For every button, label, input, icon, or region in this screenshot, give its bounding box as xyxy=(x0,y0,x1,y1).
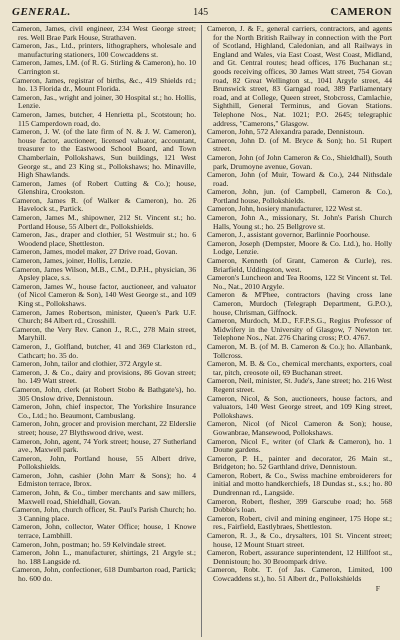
directory-entry: Cameron, Nicol (of Nicol Cameron & Son); house, Gowanbrae, Mansewood, Pollokshaws. xyxy=(207,419,392,437)
directory-entry: Cameron, John L., manufacturer, shirtings, 21 Argyle st.; ho. 188 Langside rd. xyxy=(12,548,196,566)
directory-entry: Cameron, P. H., painter and decorator, 26 Main st., Bridgeton; ho. 52 Garthland drive, Dennistoun. xyxy=(207,453,392,472)
directory-entry: Cameron, James W., house factor, auctioneer, and valuator (of Nicol Cameron & Son), 140 West George st., and 109 King st., Pollokshaws. xyxy=(12,281,196,308)
right-column xyxy=(202,25,392,637)
directory-entry: Cameron & M'Phee, contractors (having cross lane Cameron, Murdoch (Telegraph Department, G.P.O.), house, Chrisman, Giffnock. xyxy=(207,290,392,317)
directory-entry: Cameron, James (of Robert Cutting & Co.); house, Glenshira, Crookston. xyxy=(12,178,196,197)
directory-entry: Cameron, John (of John Cameron & Co., Shieldhall), South park, Drumoyne avenue, Govan. xyxy=(207,152,392,171)
left-column xyxy=(12,25,202,637)
directory-entry: Cameron, James Wilson, M.B., C.M., D.P.H., physician, 36 Apsley place, s.s. xyxy=(12,264,196,283)
directory-entry: Cameron, John, postman; ho. 59 Kelvindale street. xyxy=(12,539,166,549)
directory-entry: Cameron, James M., shipowner, 212 St. Vincent st.; ho. Portland House, 55 Albert dr., Pollokshields. xyxy=(12,213,196,231)
directory-entry: Cameron, John D. (of M. Bryce & Son); ho. 51 Rupert street. xyxy=(207,135,392,154)
signature-mark: F xyxy=(375,583,380,593)
directory-entry: Cameron, J. W. (of the late firm of N. & J. W. Cameron), house factor, auctioneer, licensed valuator, accountant, treasurer to the Eastwood School Board, and Town Chamberlain, Pollokshaws, Sun buildings, 121 West George st., and 23 King st., Pollokshaws; ho. Minaville, High Shawlands. xyxy=(12,127,196,180)
directory-entry: Cameron, R. J., & Co., drysalters, 101 St. Vincent street; house, 12 Mount Stuart street. xyxy=(207,531,392,549)
directory-entry: Cameron, John, collector, Water Office; house, 1 Knowe terrace, Lambhill. xyxy=(12,522,196,541)
entry-columns xyxy=(12,25,392,637)
directory-entry: Cameron, John, hosiery manufacturer, 122 West st. xyxy=(207,204,363,214)
directory-entry: Cameron, M. B. & Co., chemical merchants, exporters, coal tar, pitch, creosote oil, 69 Buchanan street. xyxy=(207,359,392,377)
directory-entry: Cameron, J., assistant governor, Barlinnie Poorhouse. xyxy=(207,230,370,240)
directory-entry: Cameron, James, LM. (of R. G. Stirling & Cameron), ho. 10 Carrington st. xyxy=(12,58,196,76)
directory-entry: Cameron, John, church officer, St. Paul's Parish Church; ho. 3 Canning place. xyxy=(12,505,196,523)
directory-entry: Cameron, James Robertson, minister, Queen's Park U.F. Church; 84 Albert rd., Crosshill. xyxy=(12,307,196,326)
directory-entry: Cameron, James, model maker, 27 Drive road, Govan. xyxy=(12,247,178,257)
directory-entry: Cameron, John, Portland house, 55 Albert drive, Pollokshields. xyxy=(12,453,196,472)
directory-entry: Cameron, John, clerk (at Robert Stobo & Bathgate's), ho. 305 Onslow drive, Dennistoun. xyxy=(12,384,196,403)
directory-entry: Cameron, John A., missionary, St. John's Parish Church Halls, Young st.; ho. 25 Bellgrove st. xyxy=(207,213,392,231)
directory-entry: Cameron, Robt. T. (of Jas. Cameron, Limited, 100 Cowcaddens st.), ho. 51 Albert dr., Pollokshields xyxy=(207,565,392,583)
directory-entry: Cameron, John, confectioner, 618 Dumbarton road, Partick; ho. 600 do. xyxy=(12,565,196,583)
directory-entry: Cameron's Luncheon and Tea Rooms, 122 St Vincent st. Tel. No., Nat., 2010 Argyle. xyxy=(207,273,392,291)
directory-entry: Cameron, John (of Muir, Toward & Co.), 244 Nithsdale road. xyxy=(207,170,392,188)
directory-entry: Cameron, Jas., Ltd., printers, lithographers, wholesale and manufacturing stationers, 100 Cowcaddens st. xyxy=(12,41,196,59)
page-number: 145 xyxy=(193,7,209,18)
directory-entry: Cameron, Robert, civil and mining engineer, 175 Hope st.; res., Fairfield, Eastlybraes, Shettleston. xyxy=(207,513,392,532)
directory-entry: Cameron, James, registrar of births, &c., 419 Shields rd.; ho. 13 Florida dr., Mount Florida. xyxy=(12,75,196,94)
directory-entry: Cameron, James, butcher, 4 Henrietta pl., Scotstoun; ho. 115 Camperdown road, do. xyxy=(12,109,196,128)
directory-entry: Cameron, John, jun. (of Campbell, Cameron & Co.), Portland house, Pollokshields. xyxy=(207,187,392,205)
directory-entry: Cameron, M. B. (of M. B. Cameron & Co.); ho. Allanbank, Tollcross. xyxy=(207,341,392,360)
running-head-left: GENERAL. xyxy=(12,6,71,18)
directory-entry: Cameron, James, civil engineer, 234 West George street; res. Well Brae Park House, Strathaven. xyxy=(12,25,196,42)
directory-entry: Cameron, James, joiner, Hollis, Lenzie. xyxy=(12,256,133,266)
directory-entry: Cameron, Nicol, & Son, auctioneers, house factors, and valuators, 140 West George street, and 109 King street, Pollokshaws. xyxy=(207,393,392,420)
directory-entry: Cameron, Neil, minister, St. Jude's, Jane street; ho. 216 West Regent street. xyxy=(207,376,392,394)
directory-entry: Cameron, Nicol F., writer (of Clark & Cameron), ho. 1 Doune gardens. xyxy=(207,436,392,455)
directory-entry: Cameron, James R. (of Walker & Cameron), ho. 26 Havelock st., Partick. xyxy=(12,195,196,214)
header-rule xyxy=(12,22,392,23)
directory-entry: Cameron, Joseph (Dempster, Moore & Co. Ltd.), ho. Holly Lodge, Lenzie. xyxy=(207,238,392,257)
directory-entry: Cameron, John, agent, 74 York street; house, 27 Sutherland ave., Maxwell park. xyxy=(12,436,196,455)
directory-entry: Cameron, J. & F., general carriers, contractors, and agents for the North British Railway in connection with the Port of Scotland, Highland, Caledonian, and all Railways in England and Wales, via East Coast, West Coast, Midland, and Gt. Central routes; head offices, 176 Buchanan st.; goods receiving offices, 30 James Watt street, 754 Govan road, 82 Great Wellington st., 1041 Argyle street, 44 Brunswick street, 83 Garngad road, 389 Parliamentary road, and at College, Queen street, Stobcross, Camlachie, Sighthill, General Terminus, and Govan Stations. Telephone Nos., Nat. 1021; P.O. 2645; telegraphic address, "Camerons," Glasgow. xyxy=(207,25,392,128)
directory-entry: Cameron, Kenneth (of Grant, Cameron & Curle), res. Briarfield, Uddingston, west. xyxy=(207,256,392,274)
directory-entry: Cameron, the Very Rev. Canon J., R.C., 278 Main street, Maryhill. xyxy=(12,324,196,343)
directory-entry: Cameron, John, cashier (John Marr & Sons); ho. 4 Edmiston terrace, Ibrox. xyxy=(12,470,196,489)
directory-entry: Cameron, John, chief inspector, The Yorkshire Insurance Co., Ltd.; ho. Beaumont, Cambuslang. xyxy=(12,402,196,420)
directory-entry: Cameron, John, tailor and clothier, 372 Argyle st. xyxy=(12,359,162,369)
directory-entry: Cameron, J., Golfland, butcher, 41 and 369 Clarkston rd., Cathcart; ho. 35 do. xyxy=(12,341,196,360)
directory-entry: Cameron, Jas., wright and joiner, 30 Hospital st.; ho. Hollis, Lenzie. xyxy=(12,92,196,111)
page-header xyxy=(12,6,392,20)
running-head-right: CAMERON xyxy=(330,6,392,18)
directory-entry: Cameron, John, & Co., timber merchants and saw millers, Maxwell road, Shieldhall, Govan. xyxy=(12,488,196,506)
directory-entry: Cameron, Murdoch, M.D., F.F.P.S.G., Regius Professor of Midwifery in the University of Glasgow, 7 Newton ter. Telephone Nos., Nat. 276 Charing cross; P.O. 4767. xyxy=(207,316,392,343)
directory-entry: Cameron, Robert, & Co., Swiss machine embroiderers for initial and motto handkerchiefs, 18 Dundas st., s.s.; ho. 80 Dundrennan rd., Langside. xyxy=(207,470,392,498)
directory-entry: Cameron, John, grocer and provision merchant, 22 Elderslie street; house, 27 Blythswood drive, west. xyxy=(12,419,196,437)
directory-entry: Cameron, Robert, assurance superintendent, 12 Hillfoot st., Dennistoun; ho. 30 Broompark drive. xyxy=(207,548,392,566)
directory-entry: Cameron, John, 572 Alexandra parade, Dennistoun. xyxy=(207,127,365,137)
directory-entry: Cameron, Jas., draper and clothier, 51 Westmuir st.; ho. 6 Woodend place, Shettleston. xyxy=(12,230,196,248)
directory-entry: Cameron, Robert, flesher, 399 Garscube road; ho. 568 Dobbie's loan. xyxy=(207,496,392,515)
directory-entry: Cameron, J. & Co., dairy and provisions, 86 Govan street; ho. 149 Watt street. xyxy=(12,367,196,386)
